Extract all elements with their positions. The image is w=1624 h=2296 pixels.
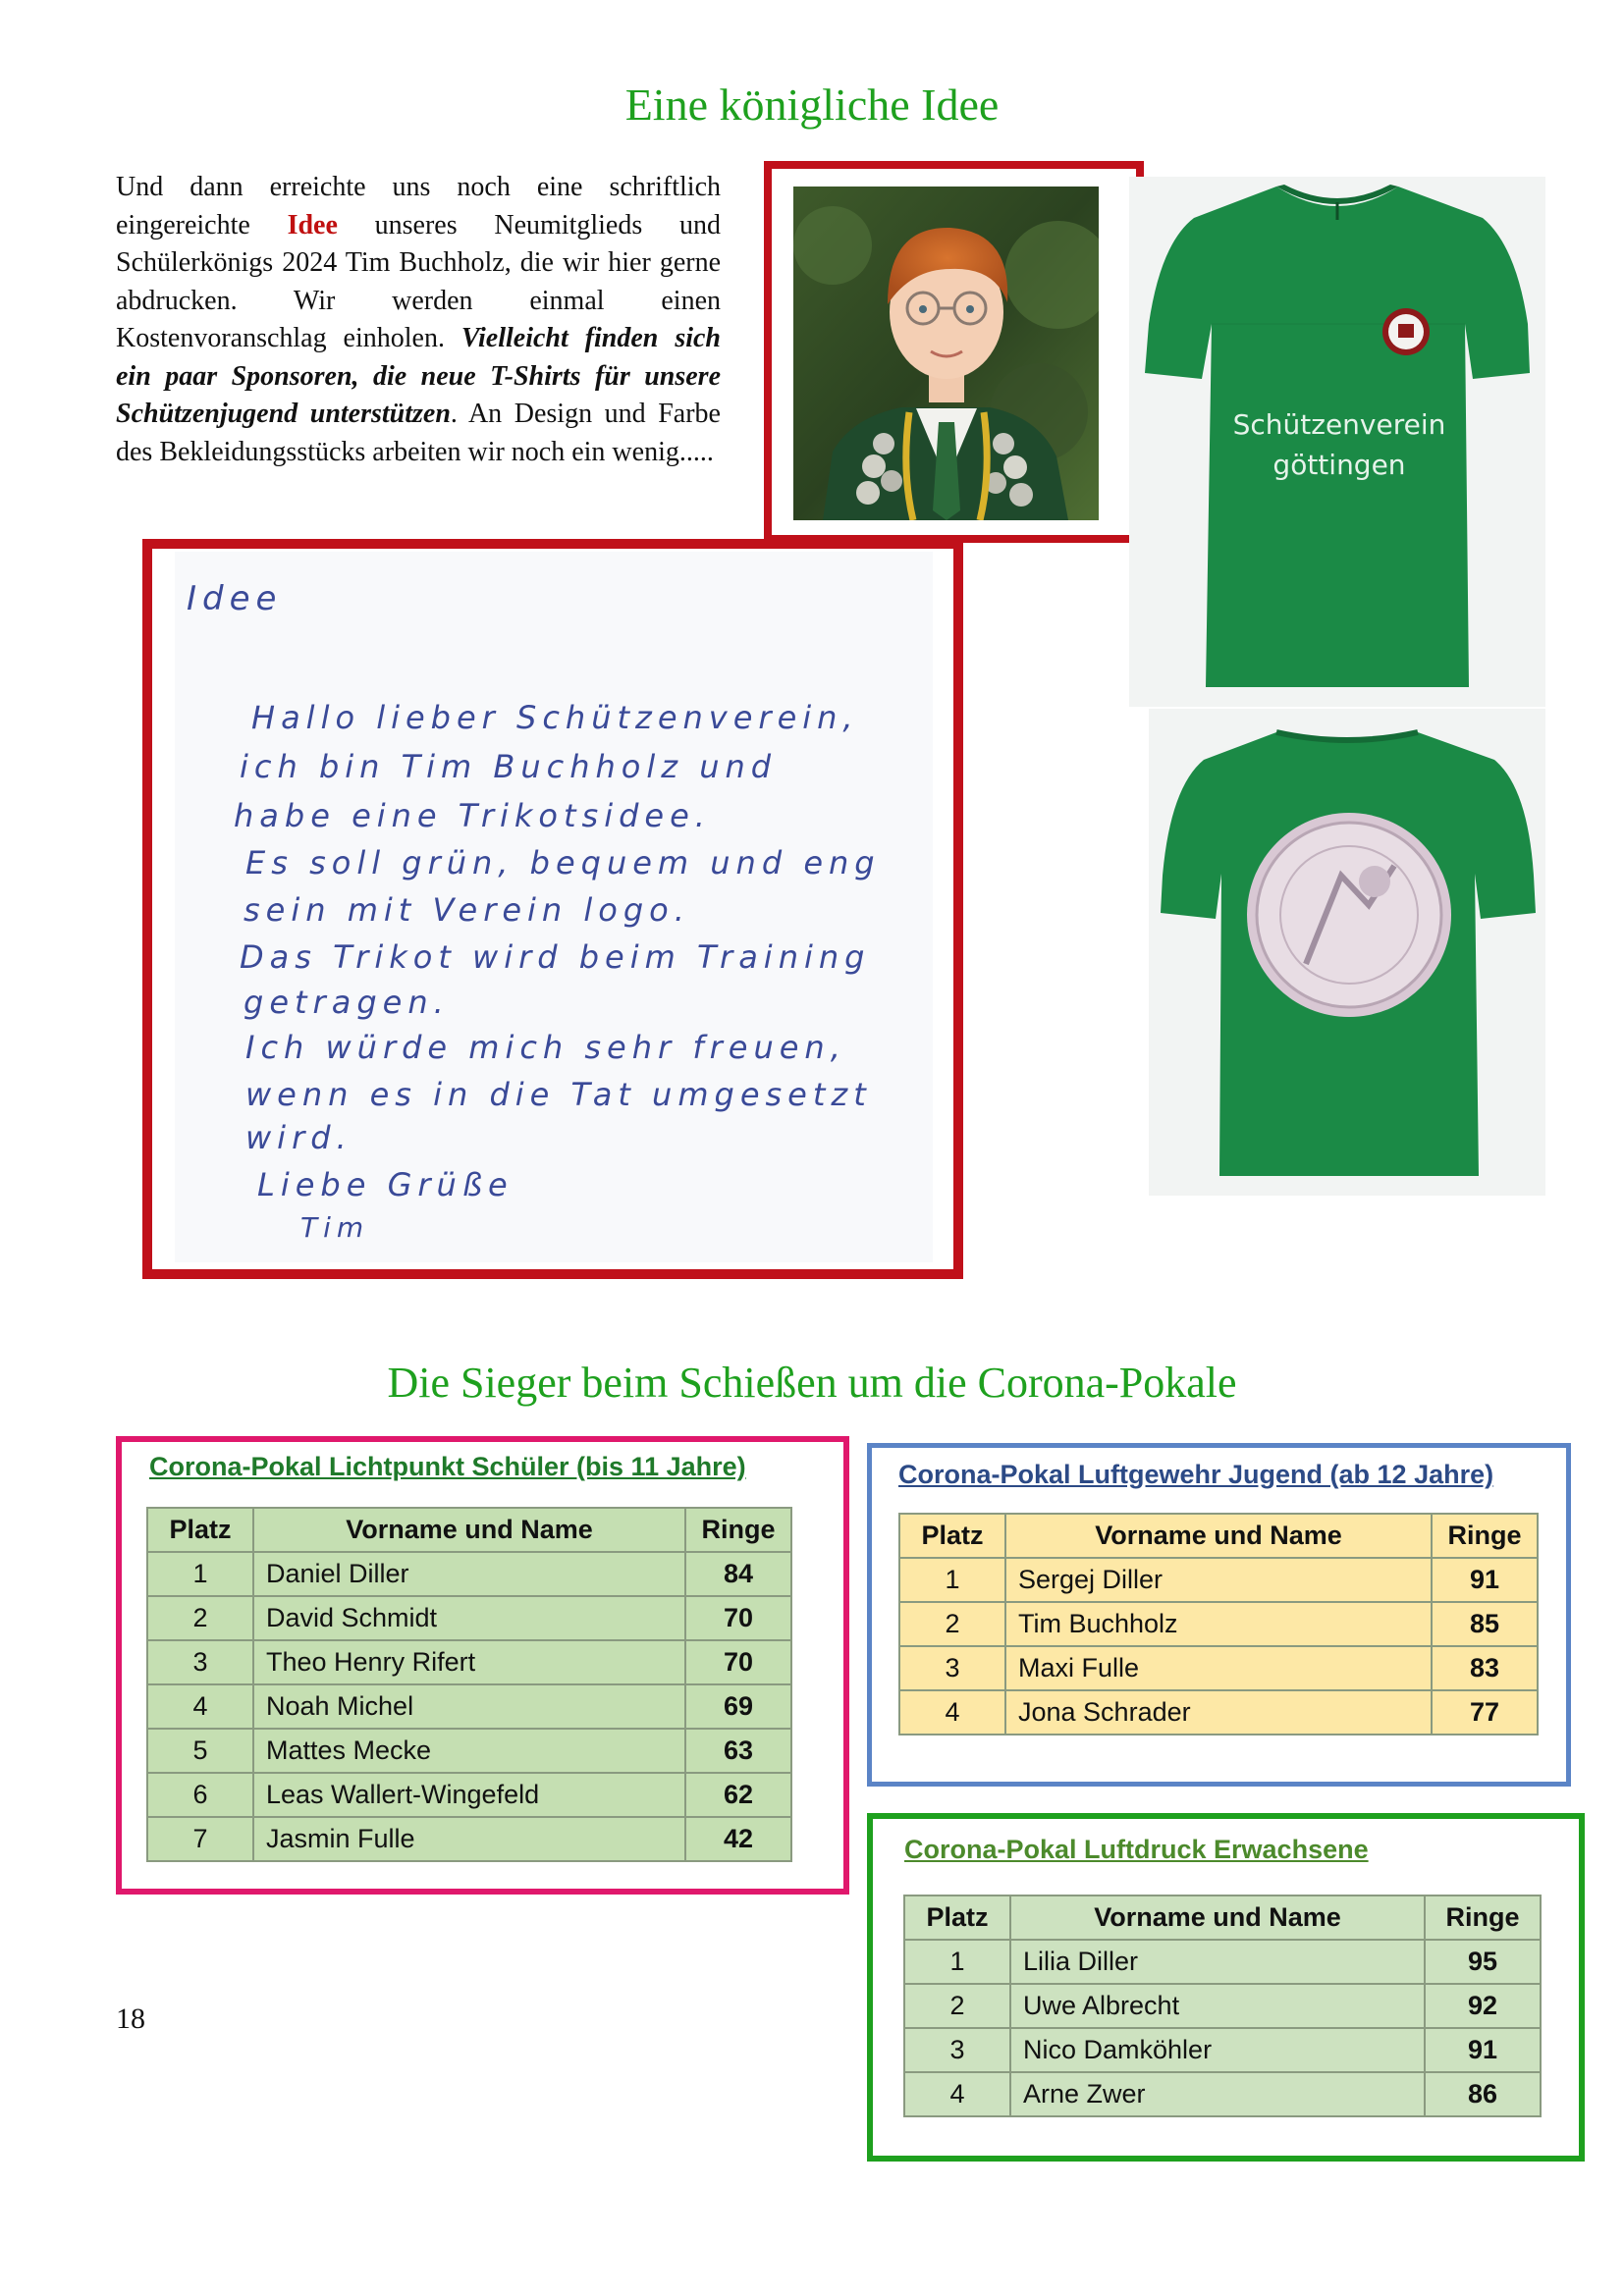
table-row xyxy=(904,2028,1541,2072)
cell-platz: 5 xyxy=(147,1729,253,1773)
cell-ringe: 77 xyxy=(1432,1690,1538,1735)
table-row xyxy=(147,1729,791,1773)
table-row xyxy=(899,1690,1538,1735)
col-header-platz: Platz xyxy=(904,1896,1010,1940)
cell-name: Lilia Diller xyxy=(1010,1940,1425,1984)
table-row xyxy=(899,1646,1538,1690)
cell-platz: 2 xyxy=(899,1602,1005,1646)
table-row xyxy=(899,1558,1538,1602)
cell-ringe: 63 xyxy=(685,1729,791,1773)
cell-name: Jasmin Fulle xyxy=(253,1817,685,1861)
cell-ringe: 86 xyxy=(1425,2072,1541,2116)
cell-platz: 4 xyxy=(147,1684,253,1729)
cell-name: Arne Zwer xyxy=(1010,2072,1425,2116)
cell-name: Sergej Diller xyxy=(1005,1558,1432,1602)
table-row xyxy=(904,1940,1541,1984)
table-header-row xyxy=(904,1896,1541,1940)
cell-platz: 3 xyxy=(147,1640,253,1684)
cell-platz: 2 xyxy=(147,1596,253,1640)
cell-ringe: 42 xyxy=(685,1817,791,1861)
tshirt-back-image xyxy=(1149,709,1545,1196)
table-row xyxy=(899,1602,1538,1646)
cell-platz: 2 xyxy=(904,1984,1010,2028)
table-row xyxy=(904,2072,1541,2116)
letter-line: ich bin Tim Buchholz und xyxy=(240,748,778,785)
cell-platz: 4 xyxy=(904,2072,1010,2116)
handwritten-letter xyxy=(175,552,933,1262)
cell-ringe: 69 xyxy=(685,1684,791,1729)
cell-name: Noah Michel xyxy=(253,1684,685,1729)
section-title: Die Sieger beim Schießen um die Corona-Pokale xyxy=(387,1359,1237,1407)
table-row xyxy=(147,1817,791,1861)
cell-name: Mattes Mecke xyxy=(253,1729,685,1773)
jugend-results-table xyxy=(898,1513,1539,1735)
col-header-name: Vorname und Name xyxy=(1005,1514,1432,1558)
portrait-photo xyxy=(793,187,1099,520)
cell-name: Tim Buchholz xyxy=(1005,1602,1432,1646)
cell-ringe: 83 xyxy=(1432,1646,1538,1690)
letter-line: Idee xyxy=(187,579,283,618)
cell-ringe: 95 xyxy=(1425,1940,1541,1984)
schueler-table-title: Corona-Pokal Lichtpunkt Schüler (bis 11 Jahre) xyxy=(149,1452,746,1481)
table-row xyxy=(904,1984,1541,2028)
cell-name: Maxi Fulle xyxy=(1005,1646,1432,1690)
col-header-platz: Platz xyxy=(899,1514,1005,1558)
cell-name: Daniel Diller xyxy=(253,1552,685,1596)
letter-line: Hallo lieber Schützenverein, xyxy=(251,699,859,736)
letter-line: habe eine Trikotsidee. xyxy=(234,797,711,834)
cell-name: Leas Wallert-Wingefeld xyxy=(253,1773,685,1817)
cell-platz: 3 xyxy=(899,1646,1005,1690)
cell-ringe: 92 xyxy=(1425,1984,1541,2028)
cell-platz: 1 xyxy=(899,1558,1005,1602)
page-title: Eine königliche Idee xyxy=(624,80,1000,130)
letter-line: getragen. xyxy=(244,984,450,1021)
cell-name: Uwe Albrecht xyxy=(1010,1984,1425,2028)
cell-platz: 4 xyxy=(899,1690,1005,1735)
tshirt-front-illustration xyxy=(1129,177,1545,707)
table-header-row xyxy=(147,1508,791,1552)
table-row xyxy=(147,1773,791,1817)
cell-platz: 7 xyxy=(147,1817,253,1861)
cell-name: Theo Henry Rifert xyxy=(253,1640,685,1684)
col-header-name: Vorname und Name xyxy=(1010,1896,1425,1940)
cell-name: Jona Schrader xyxy=(1005,1690,1432,1735)
cell-ringe: 91 xyxy=(1432,1558,1538,1602)
letter-line: wird. xyxy=(245,1119,352,1156)
letter-line: Tim xyxy=(300,1211,370,1244)
erwachsene-table-title: Corona-Pokal Luftdruck Erwachsene xyxy=(904,1835,1369,1864)
intro-paragraph xyxy=(116,169,721,471)
intro-idee: Idee xyxy=(287,209,338,240)
shirt-text-line1: Schützenverein xyxy=(1232,408,1446,441)
col-header-platz: Platz xyxy=(147,1508,253,1552)
cell-platz: 1 xyxy=(904,1940,1010,1984)
intro-text-3: . An Design und Farbe des Bekleidungsstücks arbeiten wir noch ein wenig..... xyxy=(116,399,721,467)
cell-ringe: 62 xyxy=(685,1773,791,1817)
letter-line: Liebe Grüße xyxy=(257,1166,514,1203)
cell-name: Nico Damköhler xyxy=(1010,2028,1425,2072)
col-header-name: Vorname und Name xyxy=(253,1508,685,1552)
tshirt-back-illustration xyxy=(1149,709,1545,1196)
cell-ringe: 85 xyxy=(1432,1602,1538,1646)
intro-emphasis: Vielleicht finden sich ein paar Sponsoren, die neue T-Shirts für unsere Schützenjugend unterstützen xyxy=(116,323,721,429)
cell-name: David Schmidt xyxy=(253,1596,685,1640)
tshirt-front-image xyxy=(1129,177,1545,707)
table-row xyxy=(147,1684,791,1729)
table-header-row xyxy=(899,1514,1538,1558)
letter-line: Es soll grün, bequem und eng xyxy=(245,844,881,881)
col-header-ringe: Ringe xyxy=(1432,1514,1538,1558)
letter-line: wenn es in die Tat umgesetzt xyxy=(245,1076,872,1113)
portrait-illustration xyxy=(793,187,1099,520)
cell-platz: 3 xyxy=(904,2028,1010,2072)
cell-ringe: 91 xyxy=(1425,2028,1541,2072)
erwachsene-results-table xyxy=(903,1895,1542,2117)
page-number: 18 xyxy=(116,2002,145,2035)
intro-text-1: Und dann erreichte uns noch eine schriftlich eingereichte xyxy=(116,172,721,240)
cell-platz: 6 xyxy=(147,1773,253,1817)
schueler-results-table xyxy=(146,1507,792,1862)
letter-line: sein mit Verein logo. xyxy=(244,891,690,929)
cell-ringe: 84 xyxy=(685,1552,791,1596)
intro-text-2: unseres Neumitglieds und Schülerkönigs 2024 Tim Buchholz, die wir hier gerne abdrucken. Wir werden einmal einen Kostenvoranschlag einholen. xyxy=(116,209,721,353)
col-header-ringe: Ringe xyxy=(1425,1896,1541,1940)
table-row xyxy=(147,1640,791,1684)
table-row xyxy=(147,1596,791,1640)
table-row xyxy=(147,1552,791,1596)
col-header-ringe: Ringe xyxy=(685,1508,791,1552)
cell-platz: 1 xyxy=(147,1552,253,1596)
letter-line: Das Trikot wird beim Training xyxy=(240,938,871,976)
shirt-text-line2: göttingen xyxy=(1272,449,1406,481)
cell-ringe: 70 xyxy=(685,1596,791,1640)
cell-ringe: 70 xyxy=(685,1640,791,1684)
letter-line: Ich würde mich sehr freuen, xyxy=(245,1029,846,1066)
jugend-table-title: Corona-Pokal Luftgewehr Jugend (ab 12 Jahre) xyxy=(898,1460,1494,1489)
